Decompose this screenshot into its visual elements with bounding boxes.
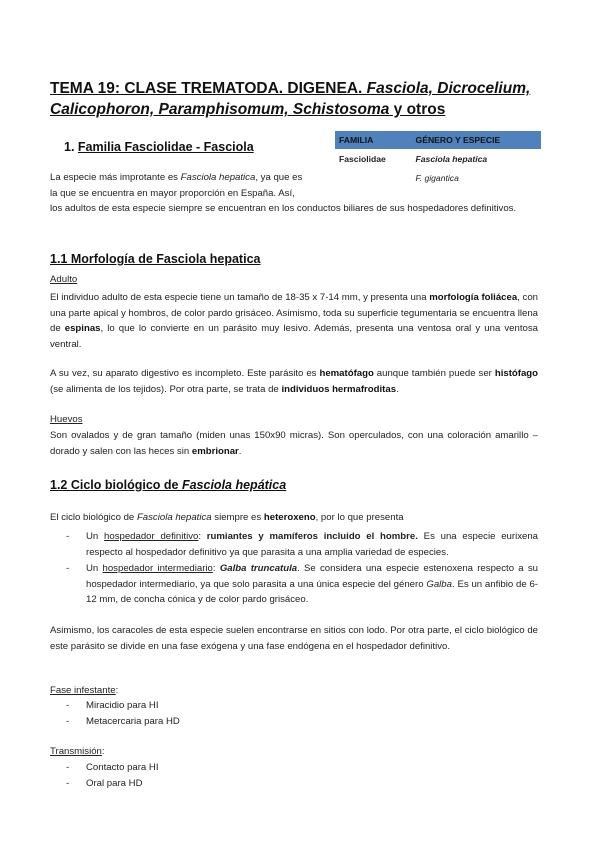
list-item-text [86, 561, 538, 608]
section-1-intro-a [50, 170, 335, 201]
bold-term: heteroxeno [263, 512, 316, 523]
table-cell: F. gigantica [415, 172, 459, 183]
table-row [335, 168, 541, 187]
cycle-intro [50, 510, 538, 526]
text-run: La especie más improtante es [50, 172, 181, 183]
text-run: , lo que lo convierte en un parásito muy lesivo. Además, presenta una ventosa oral y una ventosa ventral. [50, 323, 538, 350]
text-run: . Se considera una especie estenoxena respecto a su hospedador intermediario, ya que solo parasita a una única especie del género [86, 563, 538, 590]
adulto-paragraph [50, 290, 538, 352]
label-colon: : [101, 746, 105, 757]
bold-term: espinas [64, 323, 101, 334]
section-1-intro-b: los adultos de esta especie siempre se encuentran en los conductos biliares de sus hospedadores definitivos. [50, 203, 517, 214]
text-run: siempre es [211, 512, 264, 523]
list-dash: - [66, 531, 70, 542]
text-run: (se alimenta de los tejidos). Por otra parte, se trata de [50, 383, 282, 395]
text-run: la que se encuentra en mayor proporción en España. Así, [50, 187, 295, 199]
species-name: Fasciola hepatica [136, 512, 212, 523]
section-1-heading [64, 140, 254, 154]
list-item-text: Metacercaria para HD [86, 716, 180, 727]
document-title [50, 78, 560, 120]
section-1-1-heading: 1.1 Morfología de Fasciola hepatica [50, 252, 261, 266]
list-item [66, 714, 538, 730]
list-item [66, 760, 538, 776]
underlined-term: hospedador intermediario [102, 563, 213, 574]
title-genera-2: Calicophoron, Paramphisomum, Schistosoma [50, 101, 390, 118]
bold-term: morfología foliácea [429, 292, 518, 303]
list-dash: - [66, 700, 70, 711]
list-item-text [86, 529, 538, 560]
list-item-definitive-host [66, 529, 538, 560]
text-run: . [238, 445, 242, 457]
classification-table [335, 131, 541, 187]
heading-text: 1.2 Ciclo biológico de [50, 478, 182, 492]
text-run: El ciclo biológico de [50, 512, 137, 523]
bold-term: rumiantes y mamíferos incluido el hombre. [206, 531, 418, 542]
bold-term: histófago [494, 368, 538, 379]
huevos-paragraph [50, 428, 538, 459]
section-1-title: Familia Fasciolidae - Fasciola [77, 140, 254, 154]
genus-name: Galba [426, 578, 452, 590]
list-item-intermediate-host [66, 561, 538, 608]
text-run: Un [86, 531, 105, 542]
section-1-2-heading [50, 478, 286, 492]
title-suffix: y otros [389, 101, 446, 118]
list-item-text: Miracidio para HI [86, 700, 159, 711]
label-text: Fase infestante [50, 685, 116, 696]
snails-paragraph: Asimismo, los caracoles de esta especie suelen encontrarse en sitios con lodo. Por otra parte, el ciclo biológico de este parásito se divide en una fase exógena y una fase endógena en el hospedador definitivo. [50, 625, 538, 652]
list-dash: - [66, 716, 70, 727]
text-run: El individuo adulto de esta especie tiene un tamaño de 18-35 x 7-14 mm, y presenta una [50, 292, 430, 303]
list-item [66, 698, 538, 714]
transmision-label [50, 745, 105, 759]
list-item-text: Contacto para HI [86, 762, 159, 773]
species-name: Fasciola hepatica [180, 172, 256, 183]
title-genera-1: Fasciola, Dicrocelium, [366, 80, 531, 97]
text-run: A su vez, su aparato digestivo es incompleto. Este parásito es [50, 368, 320, 379]
table-header-row [335, 131, 541, 149]
text-run: . [396, 383, 399, 395]
text-run: , ya que es [255, 172, 303, 183]
huevos-label: Huevos [50, 414, 83, 425]
text-run: Un [86, 563, 103, 574]
list-item [66, 776, 538, 792]
text-run: , con una parte apical y hombros, de color pardo grisáceo. Asimismo, toda su superficie tegumentaria se encuentra llena de [50, 292, 538, 334]
fase-infestante-label [50, 684, 118, 698]
label-colon: : [115, 685, 119, 696]
text-run: , por lo que presenta [315, 512, 404, 523]
table-row [335, 149, 541, 168]
text-run: aunque también puede ser [373, 368, 495, 379]
list-item-text: Oral para HD [86, 778, 143, 789]
title-text: TEMA 19: CLASE TREMATODA. DIGENEA. [50, 80, 367, 97]
bold-term: embrionar [191, 445, 239, 457]
underlined-term: hospedador definitivo [104, 531, 199, 542]
bold-term: hematófago [319, 368, 374, 379]
list-dash: - [66, 563, 70, 574]
table-header-cell: FAMILIA [335, 131, 412, 149]
text-run: Son ovalados y de gran tamaño (miden unas 150x90 micras). Son operculados, con una coloración amarillo – dorado y salen con las heces sin [50, 430, 538, 457]
species-name: Galba truncatula [219, 563, 298, 574]
bold-term: individuos hermafroditas [281, 383, 397, 395]
text-run: : [212, 563, 220, 574]
adulto-label: Adulto [50, 274, 78, 285]
list-dash: - [66, 762, 70, 773]
section-1-number: 1. [64, 140, 75, 154]
table-cell: Fasciola hepatica [415, 153, 488, 164]
table-cell: Fasciolidae [339, 153, 386, 164]
table-header-cell: GÉNERO Y ESPECIE [412, 131, 541, 149]
heading-species: Fasciola hepática [181, 478, 287, 492]
text-run: . Es un anfibio de 6-12 mm, de concha cónica y de color pardo grisáceo. [86, 578, 538, 605]
label-text: Transmisión [50, 746, 102, 757]
text-run: : [198, 531, 207, 542]
text-run: Es una especie eurixena respecto al hospedador definitivo ya que parasita a una amplia variedad de especies. [86, 531, 539, 558]
list-dash: - [66, 778, 70, 789]
digestive-paragraph [50, 366, 538, 397]
table-cell [335, 168, 412, 187]
